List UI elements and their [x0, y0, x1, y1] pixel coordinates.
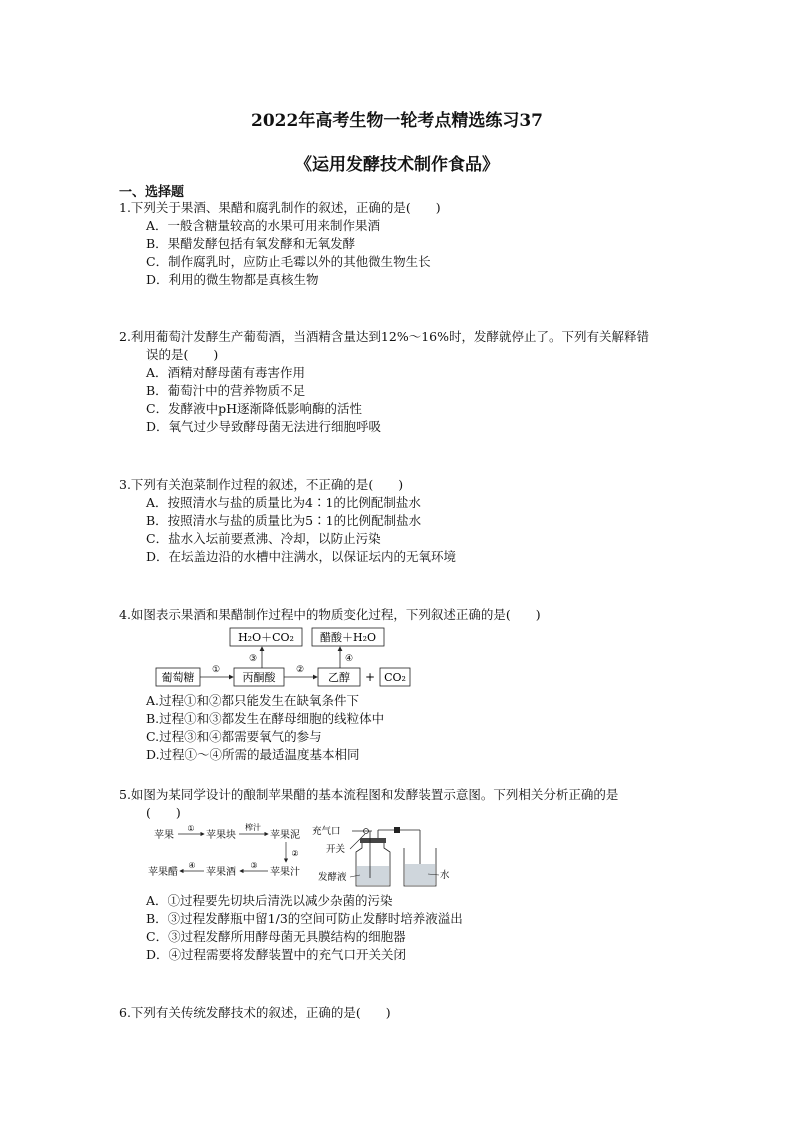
- question-4-option-d: D.过程①～④所需的最适温度基本相同: [146, 747, 360, 762]
- question-1-stem: 1.下列关于果酒、果醋和腐乳制作的叙述，正确的是( ): [119, 200, 441, 215]
- question-3-stem: 3.下列有关泡菜制作过程的叙述，不正确的是( ): [119, 477, 404, 492]
- step-1-label: ①: [211, 665, 221, 675]
- label-co2: CO₂: [384, 671, 406, 684]
- flow-apple-pieces: 苹果块: [206, 830, 236, 841]
- question-2-option-a: A．酒精对酵母菌有毒害作用: [146, 365, 306, 380]
- flow-apple-vinegar: 苹果醋: [148, 867, 178, 878]
- question-3-option-b: B．按照清水与盐的质量比为5∶1的比例配制盐水: [146, 513, 422, 528]
- question-5-stem: 5.如图为某同学设计的酿制苹果醋的基本流程图和发酵装置示意图。下列相关分析正确的是: [119, 787, 619, 802]
- flow-step-3: ③: [250, 861, 258, 870]
- question-5-option-c: C．③过程发酵所用酵母菌无具膜结构的细胞器: [146, 929, 406, 944]
- label-plus: +: [364, 670, 376, 684]
- page-title: 2022年高考生物一轮考点精选练习37: [251, 111, 543, 131]
- question-4-option-b: B.过程①和③都发生在酵母细胞的线粒体中: [146, 711, 385, 726]
- question-2-stem-cont: 误的是( ): [146, 347, 219, 362]
- label-glucose: 葡萄糖: [161, 671, 195, 684]
- section-heading: 一、选择题: [119, 185, 185, 200]
- question-2-option-c: C．发酵液中pH逐渐降低影响酶的活性: [146, 401, 362, 416]
- question-1-option-b: B．果醋发酵包括有氧发酵和无氧发酵: [146, 236, 356, 251]
- flow-apple-juice: 苹果汁: [270, 867, 300, 878]
- question-3-option-a: A．按照清水与盐的质量比为4∶1的比例配制盐水: [146, 495, 421, 510]
- page-subtitle: 《运用发酵技术制作食品》: [295, 155, 499, 175]
- flow-apple-wine: 苹果酒: [206, 867, 236, 878]
- figure-5-apparatus: [310, 820, 460, 890]
- flow-step-4: ④: [188, 861, 196, 870]
- question-4-stem: 4.如图表示果酒和果醋制作过程中的物质变化过程，下列叙述正确的是( ): [119, 607, 541, 622]
- figure-5-flowchart: [146, 820, 306, 882]
- flow-step-1: ①: [187, 824, 195, 833]
- flow-step-2: ②: [291, 849, 299, 858]
- figure-4-diagram: [150, 624, 420, 692]
- flow-apple-puree: 苹果泥: [270, 830, 300, 841]
- question-3-option-c: C．盐水入坛前要煮沸、冷却，以防止污染: [146, 531, 381, 546]
- flow-apple: 苹果: [154, 830, 174, 841]
- question-3-option-d: D．在坛盖边沿的水槽中注满水，以保证坛内的无氧环境: [146, 549, 457, 564]
- label-h2o-co2: H₂O＋CO₂: [238, 631, 294, 644]
- tube-clamp: [394, 827, 400, 833]
- label-pyruvate: 丙酮酸: [242, 671, 276, 684]
- label-broth: 发酵液: [318, 872, 347, 883]
- label-water: 水: [440, 870, 450, 881]
- bottle-stopper: [360, 838, 386, 843]
- question-4-option-a: A.过程①和②都只能发生在缺氧条件下: [146, 693, 360, 708]
- question-5-stem-cont: ( ): [146, 805, 181, 820]
- question-4-option-c: C.过程③和④都需要氧气的参与: [146, 729, 322, 744]
- label-switch: 开关: [326, 844, 346, 855]
- question-5-option-a: A．①过程要先切块后清洗以减少杂菌的污染: [146, 893, 393, 908]
- question-5-option-d: D．④过程需要将发酵装置中的充气口开关关闭: [146, 947, 407, 962]
- question-1-option-c: C．制作腐乳时，应防止毛霉以外的其他微生物生长: [146, 254, 431, 269]
- flow-squeeze: 榨汁: [245, 823, 261, 832]
- question-1-option-a: A．一般含糖量较高的水果可用来制作果酒: [146, 218, 381, 233]
- label-acetic-h2o: 醋酸＋H₂O: [319, 631, 377, 644]
- question-5-option-b: B．③过程发酵瓶中留1/3的空间可防止发酵时培养液溢出: [146, 911, 463, 926]
- question-2-stem: 2.利用葡萄汁发酵生产葡萄酒，当酒精含量达到12%～16%时，发酵就停止了。下列有关解释错: [119, 329, 649, 344]
- label-inlet: 充气口: [312, 826, 341, 837]
- step-4-label: ④: [344, 654, 354, 664]
- bottle-liquid: [357, 866, 389, 885]
- step-2-label: ②: [295, 665, 305, 675]
- question-2-option-b: B．葡萄汁中的营养物质不足: [146, 383, 306, 398]
- question-1-option-d: D．利用的微生物都是真核生物: [146, 272, 319, 287]
- question-6-stem: 6.下列有关传统发酵技术的叙述，正确的是( ): [119, 1005, 391, 1020]
- question-2-option-d: D．氧气过少导致酵母菌无法进行细胞呼吸: [146, 419, 382, 434]
- label-ethanol: 乙醇: [328, 671, 350, 684]
- step-3-label: ③: [248, 654, 258, 664]
